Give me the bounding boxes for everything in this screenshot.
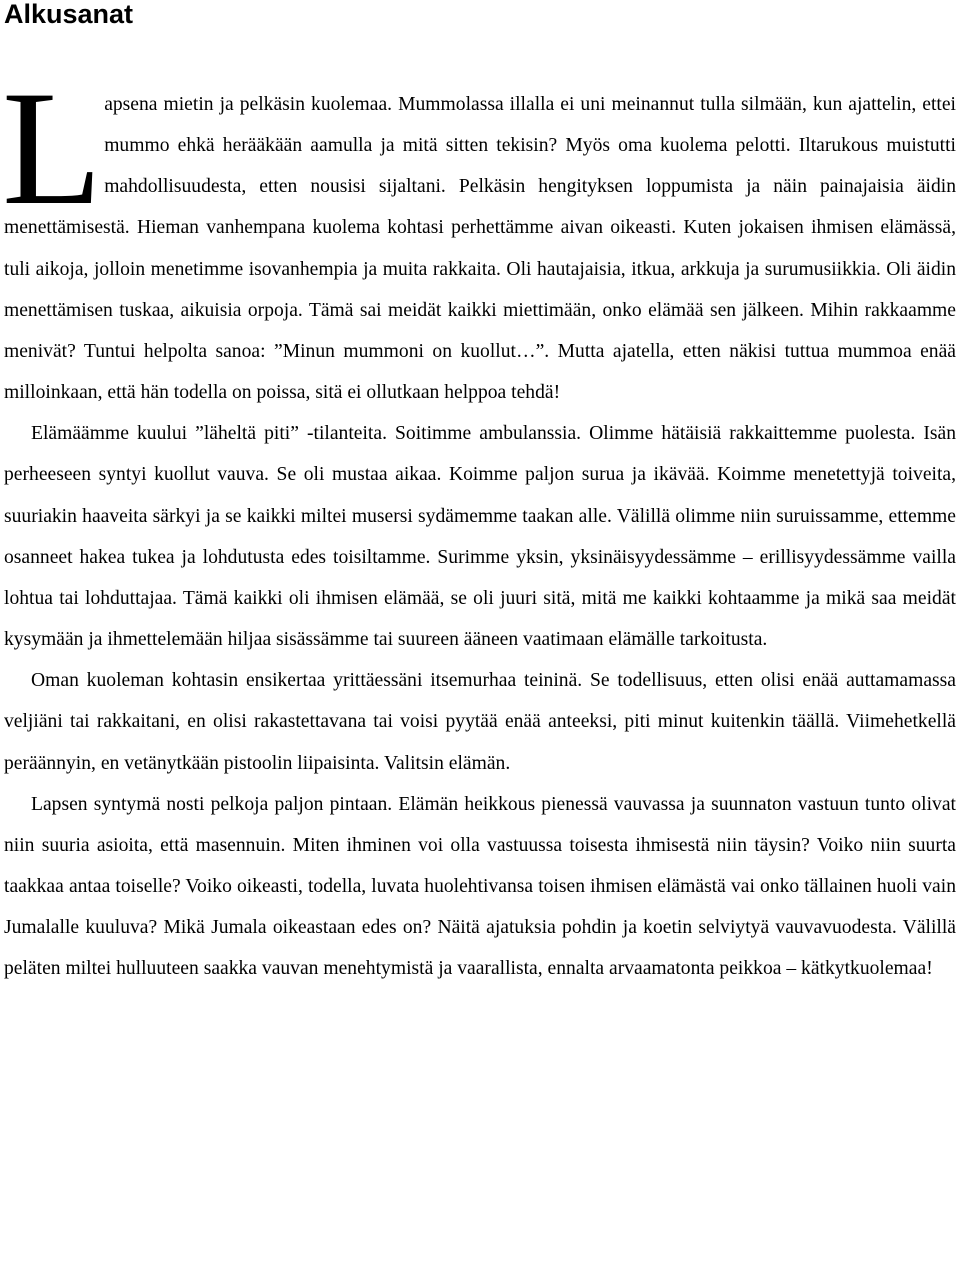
document-page	[4, 0, 956, 989]
paragraph-2: Elämäämme kuului ”läheltä piti” -tilanteita. Soitimme ambulanssia. Olimme hätäisiä rakkaittemme puolesta. Isän perheeseen syntyi kuollut vauva. Se oli mustaa aikaa. Koimme paljon surua ja ikävää. Koimme menetettyjä toiveita, suuriakin haaveita särkyi ja se kaikki miltei musersi sydämemme taakan alle. Välillä olimme niin suruissamme, ettemme osanneet hakea tukea ja lohdutusta edes toisiltamme. Surimme yksin, yksinäisyydessämme – erillisyydessämme vailla lohtua tai lohduttajaa. Tämä kaikki oli ihmisen elämää, se oli juuri sitä, mitä me kaikki kohtaamme ja mikä saa meidät kysymään ja ihmettelemään hiljaa sisässämme tai suureen ääneen vaatimaan elämälle tarkoitusta.	[4, 423, 956, 651]
page-title: Alkusanat	[4, 0, 134, 29]
paragraph-1-text: apsena mietin ja pelkäsin kuolemaa. Mummolassa illalla ei uni meinannut tulla silmään, kun ajattelin, ettei mummo ehkä herääkään aamulla ja mitä sitten tekisin? Myös oma kuolema pelotti. Iltarukous muistutti mahdollisuudesta, etten nousisi sijaltani. Pelkäsin hengityksen loppumista ja näin painajaisia äidin menettämisestä. Hieman vanhempana kuolema kohtasi perhettämme aivan oikeasti. Kuten jokaisen ihmisen elämässä, tuli aikoja, jolloin menetimme isovanhempia ja muita rakkaita. Oli hautajaisia, itkua, arkkuja ja surumusiikkia. Oli äidin menettämisen tuskaa, aikuisia orpoja. Tämä sai meidät kaikki miettimään, onko elämää sen jälkeen. Mihin rakkaamme menivät? Tuntui helpolta sanoa: ”Minun mummoni on kuollut…”. Mutta ajatella, etten näkisi tuttua mummoa enää milloinkaan, että hän todella on poissa, sitä ei ollutkaan helppoa tehdä!	[4, 94, 956, 404]
paragraph-3: Oman kuoleman kohtasin ensikertaa yrittäessäni itsemurhaa teininä. Se todellisuus, etten olisi enää auttamamassa veljiäni tai rakkaitani, en olisi rakastettavana tai voisi pyytää enää anteeksi, piti minut kuitenkin täällä. Viimehetkellä peräännyin, en vetänytkään pistoolin liipaisinta. Valitsin elämän.	[4, 670, 956, 774]
body-text	[2, 58, 956, 989]
drop-cap: L	[2, 58, 103, 239]
paragraph-1	[2, 58, 956, 413]
paragraph-4: Lapsen syntymä nosti pelkoja paljon pintaan. Elämän heikkous pienessä vauvassa ja suunnaton vastuun tunto olivat niin suuria asioita, että masennuin. Miten ihminen voi olla vastuussa toisesta ihmisestä niin täysin? Voiko niin suurta taakkaa antaa toiselle? Voiko oikeasti, todella, luvata huolehtivansa toisen ihmisen elämästä vai onko tällainen huoli vain Jumalalle kuuluva? Mikä Jumala oikeastaan edes on? Näitä ajatuksia pohdin ja koetin selviytyä vauvavuodesta. Välillä peläten miltei hulluuteen saakka vauvan menehtymistä ja vaarallista, ennalta arvaamatonta peikkoa – kätkytkuolemaa!	[4, 793, 956, 980]
